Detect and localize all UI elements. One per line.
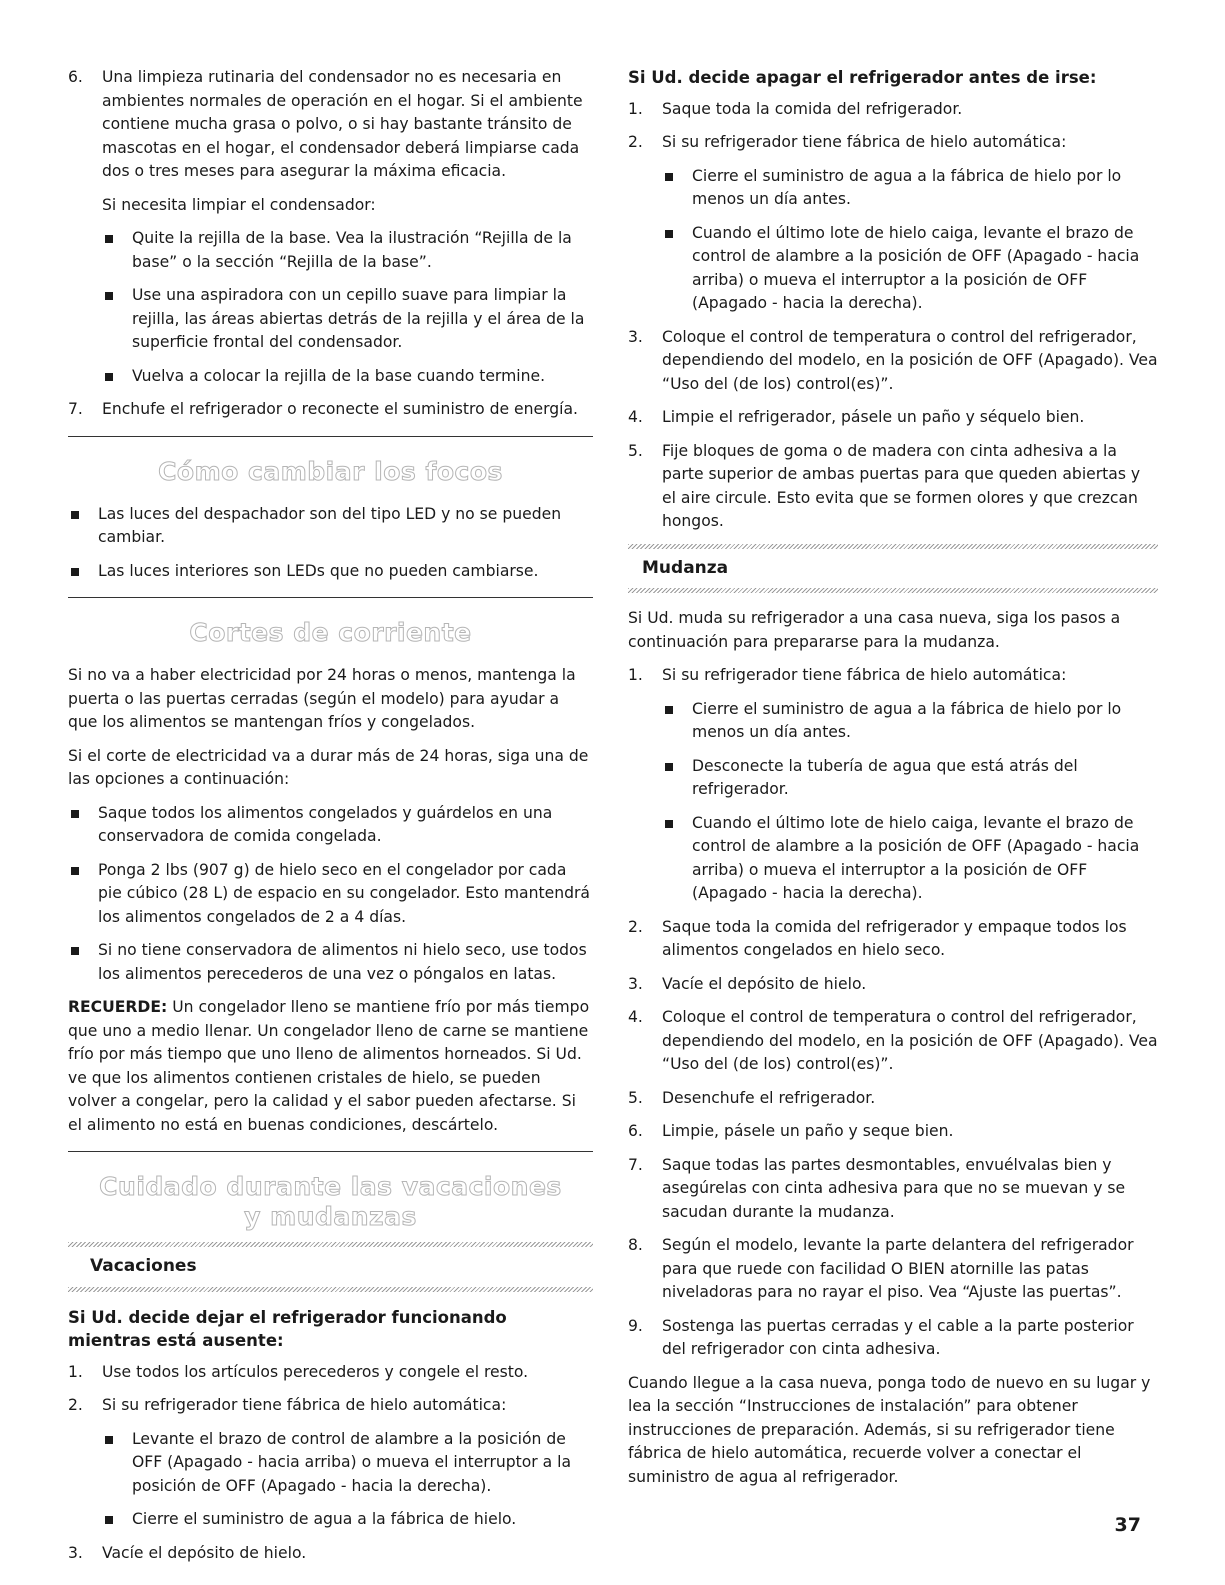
bullet-icon (102, 1428, 132, 1499)
bullet-item: Cuando el último lote de hielo caiga, levante el brazo de control de alambre a la posición de OFF (Apagado - hacia arriba) o mueva el interruptor a la posición de OFF (Apagado - hacia la derecha). (662, 222, 1158, 316)
bullet-item: Vuelva a colocar la rejilla de la base cuando termine. (102, 365, 593, 389)
bullet-item: Ponga 2 lbs (907 g) de hielo seco en el congelador por cada pie cúbico (28 L) de espacio en su congelador. Esto mantendrá los alimentos congelados de 2 a 4 días. (68, 859, 593, 930)
section-divider (68, 597, 593, 598)
bullet-item: Desconecte la tubería de agua que está atrás del refrigerador. (662, 755, 1158, 802)
bullet-icon (662, 755, 692, 802)
list-item: 5. Desenchufe el refrigerador. (628, 1088, 876, 1107)
condenser-intro: Si necesita limpiar el condensador: (102, 195, 376, 214)
bullet-icon (102, 284, 132, 355)
section-title-bulbs: Cómo cambiar los focos (158, 456, 503, 486)
list-item: 1. Si su refrigerador tiene fábrica de hielo automática: (628, 666, 1067, 684)
item-number: 7. (68, 400, 83, 418)
remember-label: RECUERDE: (68, 998, 168, 1016)
bullet-item: Use una aspiradora con un cepillo suave para limpiar la rejilla, las áreas abiertas detrás de la rejilla y el área de la superficie frontal del condensador. (102, 284, 593, 355)
bullet-icon (68, 939, 98, 986)
list-item: 8. Según el modelo, levante la parte delantera del refrigerador para que ruede con facilidad O BIEN atornille las patas niveladoras para no rayar el piso. Vea “Ajuste las puertas”. (628, 1236, 1134, 1301)
bullet-item: Cierre el suministro de agua a la fábrica de hielo por lo menos un día antes. (662, 698, 1158, 745)
vacation-off-heading: Si Ud. decide apagar el refrigerador antes de irse: (628, 68, 1097, 87)
list-item (68, 66, 593, 184)
list-item: 5. Fije bloques de goma o de madera con cinta adhesiva a la parte superior de ambas puertas para que queden abiertas y el aire circule. Esto evita que se formen olores y que crezcan hongos. (628, 441, 1141, 530)
hatch-divider (68, 1287, 593, 1292)
bullet-icon (102, 1508, 132, 1532)
list-item: 9. Sostenga las puertas cerradas y el cable a la parte posterior del refrigerador con cinta adhesiva. (628, 1316, 1134, 1358)
section-divider (68, 1151, 593, 1152)
list-item: 2. Si su refrigerador tiene fábrica de hielo automática: (628, 133, 1067, 151)
bullet-icon (662, 698, 692, 745)
bullet-item: Las luces interiores son LEDs que no pueden cambiarse. (68, 560, 593, 584)
bullet-icon (662, 222, 692, 316)
bullet-item: Saque todos los alimentos congelados y guárdelos en una conservadora de comida congelada. (68, 802, 593, 849)
list-item: 3. Coloque el control de temperatura o control del refrigerador, dependiendo del modelo, en la posición de OFF (Apagado). Vea “Uso del (de los) control(es)”. (628, 327, 1158, 393)
vacation-title-line2: y mudanzas (244, 1202, 417, 1231)
vacation-running-heading: Si Ud. decide dejar el refrigerador funcionando mientras está ausente: (68, 1307, 507, 1350)
list-item: 6. Limpie, pásele un paño y seque bien. (628, 1122, 954, 1140)
vacation-title-line1: Cuidado durante las vacaciones (99, 1172, 562, 1201)
outages-paragraph: Si no va a haber electricidad por 24 horas o menos, mantenga la puerta o las puertas cerradas (según el modelo) para ayudar a que los alimentos se mantengan fríos y congelados. (68, 666, 576, 731)
list-item: 3. Vacíe el depósito de hielo. (628, 974, 867, 993)
remember-note (68, 996, 593, 1137)
item-text: Una limpieza rutinaria del condensador no es necesaria en ambientes normales de operación en el hogar. Si el ambiente contiene mucha grasa o polvo, o si hay bastante tránsito de mascotas en el hogar, el condensador deberá limpiarse cada dos o tres meses para asegurar la máxima eficacia. (102, 68, 583, 180)
bullet-icon (662, 812, 692, 906)
bullet-icon (68, 859, 98, 930)
section-title-outages: Cortes de corriente (189, 618, 472, 647)
bullet-item: Cierre el suministro de agua a la fábrica de hielo. (102, 1508, 593, 1532)
bullet-item: Si no tiene conservadora de alimentos ni hielo seco, use todos los alimentos perecederos de una vez o póngalos en latas. (68, 939, 593, 986)
outages-paragraph: Si el corte de electricidad va a durar más de 24 horas, siga una de las opciones a continuación: (68, 746, 589, 788)
bullet-icon (102, 227, 132, 274)
bullet-icon (662, 165, 692, 212)
bullet-item: Levante el brazo de control de alambre a la posición de OFF (Apagado - hacia arriba) o mueva el interruptor a la posición de OFF (Apagado - hacia la derecha). (102, 1428, 593, 1499)
bullet-item: Quite la rejilla de la base. Vea la ilustración “Rejilla de la base” o la sección “Rejilla de la base”. (102, 227, 593, 274)
subhead-moving: Mudanza (642, 557, 729, 578)
bullet-item: Cierre el suministro de agua a la fábrica de hielo por lo menos un día antes. (662, 165, 1158, 212)
subhead-vacation: Vacaciones (90, 1256, 197, 1276)
item-number: 6. (68, 68, 83, 86)
bullet-item: Las luces del despachador son del tipo LED y no se pueden cambiar. (68, 503, 593, 550)
right-column (628, 66, 1158, 1499)
list-item (68, 398, 593, 422)
hatch-divider (628, 588, 1158, 593)
bullet-item: Cuando el último lote de hielo caiga, levante el brazo de control de alambre a la posición de OFF (Apagado - hacia arriba) o mueva el interruptor a la posición de OFF (Apagado - hacia la derecha). (662, 812, 1158, 906)
moving-closing: Cuando llegue a la casa nueva, ponga todo de nuevo en su lugar y lea la sección “Instrucciones de instalación” para obtener instrucciones de preparación. Además, si su refrigerador tiene fábrica de hielo automática, recuerde volver a conectar el suministro de agua al refrigerador. (628, 1373, 1151, 1486)
section-divider (68, 436, 593, 437)
page-number: 37 (1114, 1514, 1141, 1536)
bullet-icon (102, 365, 132, 389)
list-item: 4. Coloque el control de temperatura o control del refrigerador, dependiendo del modelo, en la posición de OFF (Apagado). Vea “Uso del (de los) control(es)”. (628, 1008, 1158, 1073)
item-text: Enchufe el refrigerador o reconecte el suministro de energía. (102, 400, 578, 418)
remember-text: Un congelador lleno se mantiene frío por más tiempo que uno a medio llenar. Un congelador lleno de carne se mantiene frío por más tiempo que uno lleno de alimentos horneados. Si Ud. ve que los alimentos contienen cristales de hielo, se pueden volver a congelar, pero la calidad y el sabor pueden afectarse. Si el alimento no está en buenas condiciones, descártelo. (68, 998, 590, 1134)
list-item: 3. Vacíe el depósito de hielo. (68, 1543, 307, 1562)
list-item: 1. Use todos los artículos perecederos y congele el resto. (68, 1362, 529, 1381)
moving-intro: Si Ud. muda su refrigerador a una casa nueva, siga los pasos a continuación para prepararse para la mudanza. (628, 609, 1121, 651)
section-title-vacation (68, 1172, 593, 1232)
left-column (68, 66, 593, 1575)
list-item: 1. Saque toda la comida del refrigerador. (628, 99, 963, 118)
list-item: 7. Saque todas las partes desmontables, envuélvalas bien y asegúrelas con cinta adhesiva para que no se muevan y se sacudan durante la mudanza. (628, 1155, 1126, 1221)
bullet-icon (68, 560, 98, 584)
list-item: 2. Si su refrigerador tiene fábrica de hielo automática: (68, 1396, 507, 1414)
list-item: 2. Saque toda la comida del refrigerador y empaque todos los alimentos congelados en hielo seco. (628, 917, 1127, 959)
bullet-icon (68, 503, 98, 550)
bullet-icon (68, 802, 98, 849)
list-item: 4. Limpie el refrigerador, pásele un paño y séquelo bien. (628, 408, 1085, 426)
